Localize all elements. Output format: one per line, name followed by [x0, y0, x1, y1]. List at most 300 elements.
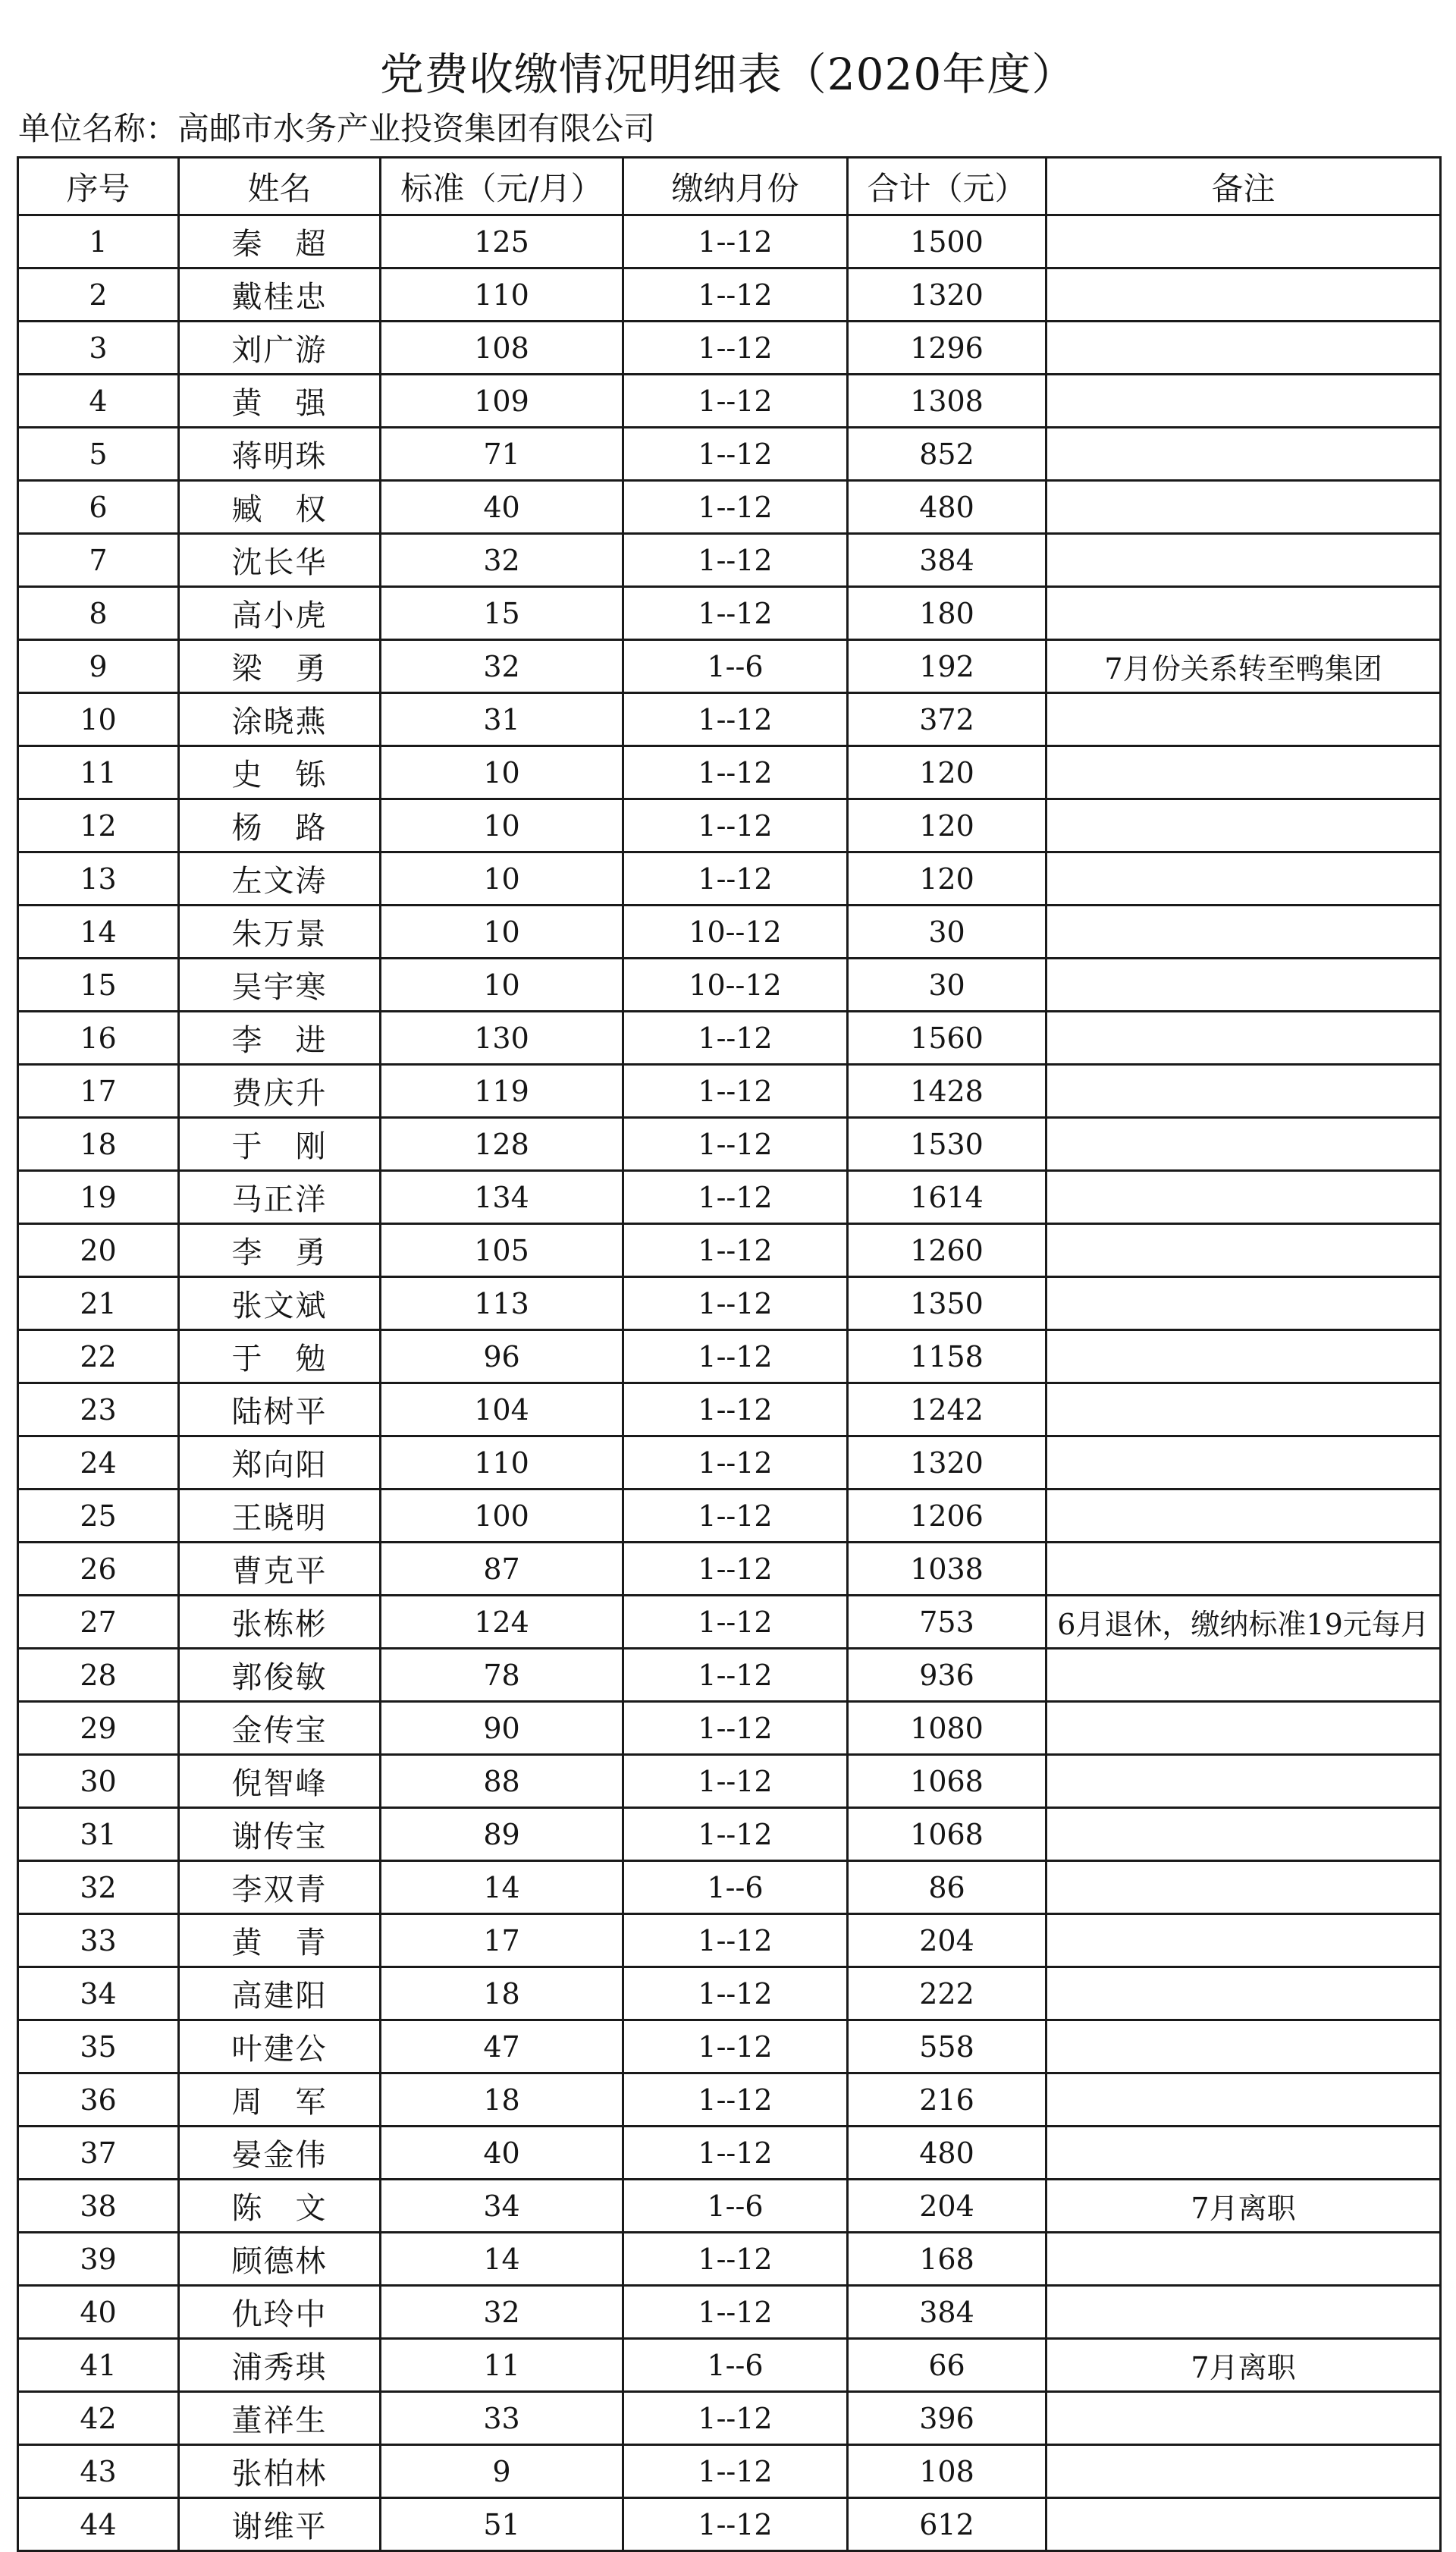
cell-standard: 10 — [381, 799, 623, 852]
cell-remark — [1046, 2233, 1441, 2286]
cell-total: 1320 — [848, 1436, 1046, 1489]
cell-index: 31 — [18, 1808, 179, 1861]
cell-remark — [1046, 587, 1441, 640]
cell-standard: 113 — [381, 1277, 623, 1330]
cell-index: 13 — [18, 852, 179, 906]
cell-index: 10 — [18, 693, 179, 746]
cell-months: 1--12 — [623, 1436, 848, 1489]
cell-total: 1500 — [848, 215, 1046, 268]
cell-remark: 6月退休，缴纳标准19元每月 — [1046, 1596, 1441, 1649]
cell-remark — [1046, 1012, 1441, 1065]
cell-months: 1--12 — [623, 268, 848, 322]
cell-standard: 10 — [381, 906, 623, 959]
cell-name: 戴桂忠 — [179, 268, 381, 322]
table-row — [18, 268, 1441, 322]
table-row — [18, 2339, 1441, 2392]
table-row — [18, 1755, 1441, 1808]
cell-standard: 119 — [381, 1065, 623, 1118]
table-row — [18, 215, 1441, 268]
table-row — [18, 1012, 1441, 1065]
cell-months: 1--12 — [623, 693, 848, 746]
cell-index: 17 — [18, 1065, 179, 1118]
cell-total: 204 — [848, 1914, 1046, 1967]
cell-months: 1--12 — [623, 1808, 848, 1861]
cell-months: 1--12 — [623, 2020, 848, 2073]
cell-index: 44 — [18, 2498, 179, 2551]
cell-name: 沈长华 — [179, 534, 381, 587]
cell-total: 1296 — [848, 322, 1046, 375]
cell-name: 李 勇 — [179, 1224, 381, 1277]
table-row — [18, 1967, 1441, 2020]
cell-name: 张柏林 — [179, 2445, 381, 2498]
cell-months: 1--12 — [623, 2233, 848, 2286]
cell-name: 涂晓燕 — [179, 693, 381, 746]
cell-name: 于 勉 — [179, 1330, 381, 1383]
cell-remark — [1046, 1436, 1441, 1489]
cell-months: 1--12 — [623, 799, 848, 852]
cell-months: 1--12 — [623, 1914, 848, 1967]
cell-index: 37 — [18, 2127, 179, 2180]
cell-name: 杨 路 — [179, 799, 381, 852]
header-standard: 标准（元/月） — [381, 158, 623, 215]
cell-months: 1--12 — [623, 1224, 848, 1277]
cell-total: 1428 — [848, 1065, 1046, 1118]
cell-remark — [1046, 959, 1441, 1012]
cell-standard: 128 — [381, 1118, 623, 1171]
cell-remark — [1046, 2127, 1441, 2180]
cell-remark — [1046, 375, 1441, 428]
cell-index: 11 — [18, 746, 179, 799]
cell-remark — [1046, 1224, 1441, 1277]
cell-name: 顾德林 — [179, 2233, 381, 2286]
cell-name: 倪智峰 — [179, 1755, 381, 1808]
cell-months: 1--12 — [623, 481, 848, 534]
cell-months: 1--12 — [623, 2498, 848, 2551]
cell-standard: 40 — [381, 481, 623, 534]
cell-name: 费庆升 — [179, 1065, 381, 1118]
cell-name: 金传宝 — [179, 1702, 381, 1755]
table-row — [18, 1861, 1441, 1914]
cell-standard: 15 — [381, 587, 623, 640]
cell-name: 高小虎 — [179, 587, 381, 640]
cell-total: 480 — [848, 481, 1046, 534]
cell-months: 1--12 — [623, 2392, 848, 2445]
cell-total: 480 — [848, 2127, 1046, 2180]
cell-index: 5 — [18, 428, 179, 481]
cell-total: 384 — [848, 2286, 1046, 2339]
cell-standard: 71 — [381, 428, 623, 481]
cell-index: 33 — [18, 1914, 179, 1967]
cell-name: 于 刚 — [179, 1118, 381, 1171]
cell-remark — [1046, 215, 1441, 268]
cell-index: 24 — [18, 1436, 179, 1489]
table-row — [18, 1702, 1441, 1755]
cell-index: 28 — [18, 1649, 179, 1702]
cell-months: 1--12 — [623, 1383, 848, 1436]
cell-standard: 88 — [381, 1755, 623, 1808]
cell-standard: 11 — [381, 2339, 623, 2392]
cell-index: 2 — [18, 268, 179, 322]
cell-months: 1--12 — [623, 1012, 848, 1065]
cell-months: 1--12 — [623, 1330, 848, 1383]
cell-name: 张文斌 — [179, 1277, 381, 1330]
cell-name: 曹克平 — [179, 1543, 381, 1596]
cell-standard: 104 — [381, 1383, 623, 1436]
cell-index: 14 — [18, 906, 179, 959]
cell-months: 1--12 — [623, 746, 848, 799]
table-row — [18, 2180, 1441, 2233]
cell-months: 1--6 — [623, 2180, 848, 2233]
cell-name: 陆树平 — [179, 1383, 381, 1436]
cell-index: 32 — [18, 1861, 179, 1914]
cell-months: 1--12 — [623, 1967, 848, 2020]
cell-index: 4 — [18, 375, 179, 428]
cell-total: 204 — [848, 2180, 1046, 2233]
cell-index: 42 — [18, 2392, 179, 2445]
cell-name: 史 铄 — [179, 746, 381, 799]
table-row — [18, 1118, 1441, 1171]
cell-total: 66 — [848, 2339, 1046, 2392]
cell-name: 黄 青 — [179, 1914, 381, 1967]
cell-months: 1--12 — [623, 1065, 848, 1118]
cell-months: 1--6 — [623, 640, 848, 693]
cell-name: 黄 强 — [179, 375, 381, 428]
header-remark: 备注 — [1046, 158, 1441, 215]
cell-index: 41 — [18, 2339, 179, 2392]
cell-standard: 32 — [381, 2286, 623, 2339]
table-row — [18, 534, 1441, 587]
cell-name: 周 军 — [179, 2073, 381, 2127]
cell-total: 216 — [848, 2073, 1046, 2127]
cell-name: 高建阳 — [179, 1967, 381, 2020]
cell-remark — [1046, 2445, 1441, 2498]
cell-name: 叶建公 — [179, 2020, 381, 2073]
cell-total: 1242 — [848, 1383, 1046, 1436]
cell-standard: 18 — [381, 1967, 623, 2020]
cell-remark — [1046, 1171, 1441, 1224]
cell-months: 1--12 — [623, 534, 848, 587]
cell-total: 108 — [848, 2445, 1046, 2498]
cell-index: 27 — [18, 1596, 179, 1649]
cell-remark: 7月份关系转至鸭集团 — [1046, 640, 1441, 693]
table-row — [18, 2020, 1441, 2073]
cell-months: 1--12 — [623, 1596, 848, 1649]
cell-standard: 33 — [381, 2392, 623, 2445]
cell-standard: 18 — [381, 2073, 623, 2127]
cell-standard: 34 — [381, 2180, 623, 2233]
cell-index: 15 — [18, 959, 179, 1012]
table-row — [18, 1436, 1441, 1489]
cell-standard: 31 — [381, 693, 623, 746]
unit-name-line: 单位名称：高邮市水务产业投资集团有限公司 — [18, 110, 656, 147]
table-row — [18, 322, 1441, 375]
cell-standard: 109 — [381, 375, 623, 428]
table-row — [18, 1489, 1441, 1543]
cell-index: 20 — [18, 1224, 179, 1277]
cell-total: 222 — [848, 1967, 1046, 2020]
cell-total: 1260 — [848, 1224, 1046, 1277]
cell-months: 1--12 — [623, 852, 848, 906]
cell-total: 1080 — [848, 1702, 1046, 1755]
cell-standard: 110 — [381, 268, 623, 322]
cell-standard: 110 — [381, 1436, 623, 1489]
cell-name: 秦 超 — [179, 215, 381, 268]
cell-total: 1206 — [848, 1489, 1046, 1543]
cell-total: 30 — [848, 906, 1046, 959]
header-months: 缴纳月份 — [623, 158, 848, 215]
table-row — [18, 1277, 1441, 1330]
cell-standard: 78 — [381, 1649, 623, 1702]
cell-name: 王晓明 — [179, 1489, 381, 1543]
cell-name: 李双青 — [179, 1861, 381, 1914]
cell-standard: 40 — [381, 2127, 623, 2180]
cell-total: 1038 — [848, 1543, 1046, 1596]
cell-total: 1068 — [848, 1808, 1046, 1861]
cell-remark — [1046, 1649, 1441, 1702]
cell-standard: 10 — [381, 959, 623, 1012]
header-name: 姓名 — [179, 158, 381, 215]
cell-remark — [1046, 481, 1441, 534]
cell-months: 10--12 — [623, 959, 848, 1012]
cell-index: 7 — [18, 534, 179, 587]
cell-index: 8 — [18, 587, 179, 640]
cell-standard: 124 — [381, 1596, 623, 1649]
cell-total: 372 — [848, 693, 1046, 746]
table-row — [18, 1543, 1441, 1596]
cell-name: 晏金伟 — [179, 2127, 381, 2180]
cell-total: 120 — [848, 746, 1046, 799]
cell-total: 1530 — [848, 1118, 1046, 1171]
cell-months: 10--12 — [623, 906, 848, 959]
cell-remark — [1046, 1755, 1441, 1808]
cell-name: 朱万景 — [179, 906, 381, 959]
cell-standard: 96 — [381, 1330, 623, 1383]
table-row — [18, 959, 1441, 1012]
cell-index: 3 — [18, 322, 179, 375]
cell-index: 29 — [18, 1702, 179, 1755]
table-row — [18, 1383, 1441, 1436]
cell-remark — [1046, 1543, 1441, 1596]
table-row — [18, 2286, 1441, 2339]
table-row — [18, 2498, 1441, 2551]
table-row — [18, 587, 1441, 640]
table-header-row — [18, 158, 1441, 215]
party-fee-table — [17, 156, 1442, 2552]
cell-standard: 89 — [381, 1808, 623, 1861]
cell-remark — [1046, 1702, 1441, 1755]
cell-total: 852 — [848, 428, 1046, 481]
cell-total: 936 — [848, 1649, 1046, 1702]
table-row — [18, 2445, 1441, 2498]
cell-standard: 51 — [381, 2498, 623, 2551]
cell-remark — [1046, 322, 1441, 375]
cell-remark — [1046, 693, 1441, 746]
table-row — [18, 640, 1441, 693]
cell-index: 25 — [18, 1489, 179, 1543]
cell-remark — [1046, 534, 1441, 587]
cell-name: 李 进 — [179, 1012, 381, 1065]
cell-total: 120 — [848, 852, 1046, 906]
cell-remark — [1046, 1967, 1441, 2020]
document-title: 党费收缴情况明细表（2020年度） — [379, 49, 1077, 100]
table-row — [18, 1808, 1441, 1861]
cell-index: 30 — [18, 1755, 179, 1808]
cell-total: 612 — [848, 2498, 1046, 2551]
cell-total: 168 — [848, 2233, 1046, 2286]
cell-index: 19 — [18, 1171, 179, 1224]
cell-remark — [1046, 1277, 1441, 1330]
cell-name: 郑向阳 — [179, 1436, 381, 1489]
cell-remark — [1046, 1861, 1441, 1914]
cell-remark — [1046, 1489, 1441, 1543]
cell-standard: 125 — [381, 215, 623, 268]
table-body — [18, 215, 1441, 2551]
table-row — [18, 1171, 1441, 1224]
cell-months: 1--12 — [623, 1755, 848, 1808]
cell-index: 36 — [18, 2073, 179, 2127]
table-row — [18, 481, 1441, 534]
cell-months: 1--6 — [623, 1861, 848, 1914]
table-row — [18, 2127, 1441, 2180]
cell-total: 1560 — [848, 1012, 1046, 1065]
cell-index: 38 — [18, 2180, 179, 2233]
cell-remark — [1046, 2073, 1441, 2127]
cell-remark — [1046, 1330, 1441, 1383]
cell-index: 43 — [18, 2445, 179, 2498]
cell-remark: 7月离职 — [1046, 2180, 1441, 2233]
cell-standard: 9 — [381, 2445, 623, 2498]
cell-months: 1--12 — [623, 2127, 848, 2180]
cell-remark — [1046, 268, 1441, 322]
cell-standard: 108 — [381, 322, 623, 375]
table-row — [18, 1224, 1441, 1277]
cell-months: 1--12 — [623, 322, 848, 375]
cell-months: 1--12 — [623, 428, 848, 481]
cell-name: 蒋明珠 — [179, 428, 381, 481]
cell-remark — [1046, 2286, 1441, 2339]
cell-months: 1--12 — [623, 1649, 848, 1702]
table-row — [18, 1065, 1441, 1118]
cell-index: 40 — [18, 2286, 179, 2339]
cell-total: 120 — [848, 799, 1046, 852]
cell-months: 1--12 — [623, 1118, 848, 1171]
cell-total: 1350 — [848, 1277, 1046, 1330]
cell-standard: 32 — [381, 640, 623, 693]
cell-total: 1158 — [848, 1330, 1046, 1383]
cell-index: 6 — [18, 481, 179, 534]
cell-standard: 14 — [381, 2233, 623, 2286]
cell-standard: 100 — [381, 1489, 623, 1543]
cell-total: 1614 — [848, 1171, 1046, 1224]
cell-total: 558 — [848, 2020, 1046, 2073]
table-row — [18, 1914, 1441, 1967]
cell-standard: 17 — [381, 1914, 623, 1967]
cell-total: 1068 — [848, 1755, 1046, 1808]
cell-standard: 10 — [381, 746, 623, 799]
cell-total: 384 — [848, 534, 1046, 587]
cell-months: 1--12 — [623, 1702, 848, 1755]
table-row — [18, 1330, 1441, 1383]
cell-name: 董祥生 — [179, 2392, 381, 2445]
cell-name: 谢维平 — [179, 2498, 381, 2551]
table-row — [18, 2073, 1441, 2127]
table-row — [18, 2233, 1441, 2286]
cell-index: 1 — [18, 215, 179, 268]
cell-name: 张栋彬 — [179, 1596, 381, 1649]
cell-total: 180 — [848, 587, 1046, 640]
table-row — [18, 693, 1441, 746]
cell-standard: 32 — [381, 534, 623, 587]
cell-name: 左文涛 — [179, 852, 381, 906]
cell-name: 浦秀琪 — [179, 2339, 381, 2392]
table-row — [18, 852, 1441, 906]
cell-standard: 134 — [381, 1171, 623, 1224]
header-index: 序号 — [18, 158, 179, 215]
cell-months: 1--12 — [623, 2286, 848, 2339]
cell-total: 1320 — [848, 268, 1046, 322]
cell-total: 30 — [848, 959, 1046, 1012]
cell-standard: 130 — [381, 1012, 623, 1065]
cell-index: 23 — [18, 1383, 179, 1436]
cell-months: 1--12 — [623, 1171, 848, 1224]
table-row — [18, 428, 1441, 481]
cell-remark — [1046, 852, 1441, 906]
cell-index: 21 — [18, 1277, 179, 1330]
cell-remark — [1046, 799, 1441, 852]
cell-remark — [1046, 2498, 1441, 2551]
cell-index: 18 — [18, 1118, 179, 1171]
cell-remark — [1046, 1808, 1441, 1861]
cell-total: 753 — [848, 1596, 1046, 1649]
header-total: 合计（元） — [848, 158, 1046, 215]
table-row — [18, 2392, 1441, 2445]
table-row — [18, 746, 1441, 799]
table-row — [18, 1596, 1441, 1649]
cell-name: 臧 权 — [179, 481, 381, 534]
cell-index: 12 — [18, 799, 179, 852]
cell-standard: 90 — [381, 1702, 623, 1755]
cell-remark — [1046, 428, 1441, 481]
cell-index: 39 — [18, 2233, 179, 2286]
cell-remark — [1046, 746, 1441, 799]
cell-index: 26 — [18, 1543, 179, 1596]
table-row — [18, 1649, 1441, 1702]
cell-standard: 10 — [381, 852, 623, 906]
cell-name: 吴宇寒 — [179, 959, 381, 1012]
cell-name: 郭俊敏 — [179, 1649, 381, 1702]
cell-remark — [1046, 1065, 1441, 1118]
cell-months: 1--6 — [623, 2339, 848, 2392]
cell-remark — [1046, 2020, 1441, 2073]
cell-remark — [1046, 1118, 1441, 1171]
cell-index: 16 — [18, 1012, 179, 1065]
cell-months: 1--12 — [623, 1489, 848, 1543]
cell-months: 1--12 — [623, 2445, 848, 2498]
cell-name: 马正洋 — [179, 1171, 381, 1224]
table-row — [18, 375, 1441, 428]
cell-standard: 105 — [381, 1224, 623, 1277]
cell-remark: 7月离职 — [1046, 2339, 1441, 2392]
cell-total: 86 — [848, 1861, 1046, 1914]
cell-months: 1--12 — [623, 587, 848, 640]
cell-index: 34 — [18, 1967, 179, 2020]
cell-index: 35 — [18, 2020, 179, 2073]
cell-total: 192 — [848, 640, 1046, 693]
table-row — [18, 906, 1441, 959]
cell-index: 9 — [18, 640, 179, 693]
cell-months: 1--12 — [623, 1277, 848, 1330]
table-row — [18, 799, 1441, 852]
